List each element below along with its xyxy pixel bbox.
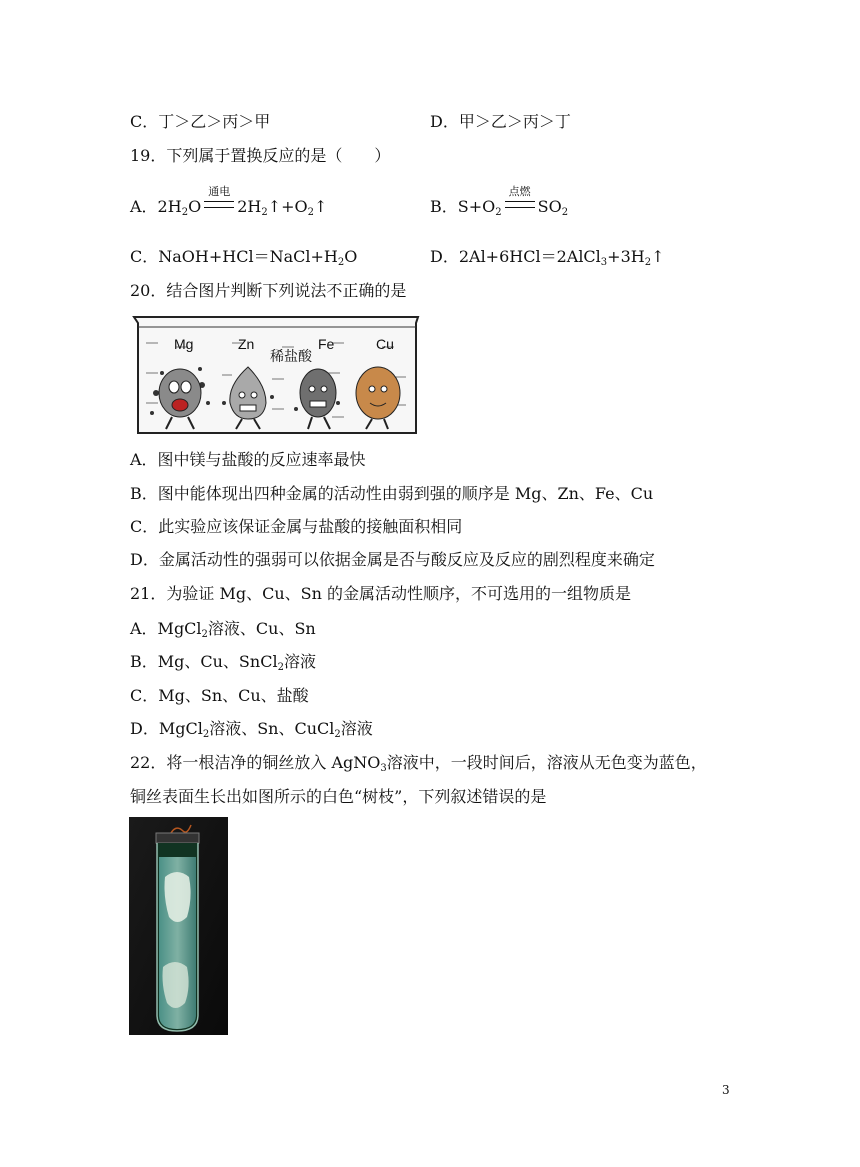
q20-option-b: B．图中能体现出四种金属的活动性由弱到强的顺序是 Mg、Zn、Fe、Cu: [130, 484, 654, 503]
beaker-illustration: [132, 313, 420, 437]
q18-option-d: D．甲＞乙＞丙＞丁: [430, 112, 571, 131]
condition-label: 通电: [208, 185, 231, 198]
q20-stem: 20．结合图片判断下列说法不正确的是: [130, 281, 407, 300]
label-fe: Fe: [318, 336, 335, 352]
metals-in-acid-figure: [132, 313, 420, 437]
condition-label: 点燃: [508, 185, 531, 198]
q18-option-c: C．丁＞乙＞丙＞甲: [130, 112, 271, 131]
q21-option-c: C．Mg、Sn、Cu、盐酸: [130, 686, 309, 705]
q21-option-b: B．Mg、Cu、SnCl$_2$溶液: [130, 652, 316, 673]
label-acid: 稀盐酸: [270, 349, 312, 365]
q19-option-d: D．$2Al+6HCl=2AlCl_3+3H_2↑$: [430, 247, 665, 268]
q21-option-d: D．MgCl$_2$溶液、Sn、CuCl$_2$溶液: [130, 719, 373, 740]
q20-option-c: C．此实验应该保证金属与盐酸的接触面积相同: [130, 517, 463, 536]
label-cu: Cu: [376, 336, 394, 352]
q20-option-a: A．图中镁与盐酸的反应速率最快: [130, 450, 366, 469]
q22-stem-line2: 铜丝表面生长出如图所示的白色“树枝”，下列叙述错误的是: [130, 787, 547, 806]
q21-stem: 21．为验证 Mg、Cu、Sn 的金属活动性顺序，不可选用的一组物质是: [130, 584, 631, 603]
label-mg: Mg: [174, 336, 194, 352]
page-number: 3: [722, 1083, 730, 1097]
q20-option-d: D．金属活动性的强弱可以依据金属是否与酸反应及反应的剧烈程度来确定: [130, 550, 655, 569]
q19-option-b: B．$S+O_2$ 点燃 $SO_2$: [430, 196, 568, 218]
test-tube-photo: [129, 817, 228, 1035]
q21-option-a: A．MgCl$_2$溶液、Cu、Sn: [130, 619, 316, 640]
q19-option-c: C．$NaOH+HCl=NaCl+H_2O$: [130, 247, 358, 268]
q19-stem: 19．下列属于置换反应的是（ ）: [130, 146, 391, 165]
q19-option-a: A．$2H_2O$ 通电 $2H_2↑+O_2↑$: [130, 196, 327, 218]
label-zn: Zn: [238, 336, 255, 352]
q22-stem-line1: 22．将一根洁净的铜丝放入 AgNO$_3$溶液中，一段时间后，溶液从无色变为蓝色，: [130, 753, 707, 774]
